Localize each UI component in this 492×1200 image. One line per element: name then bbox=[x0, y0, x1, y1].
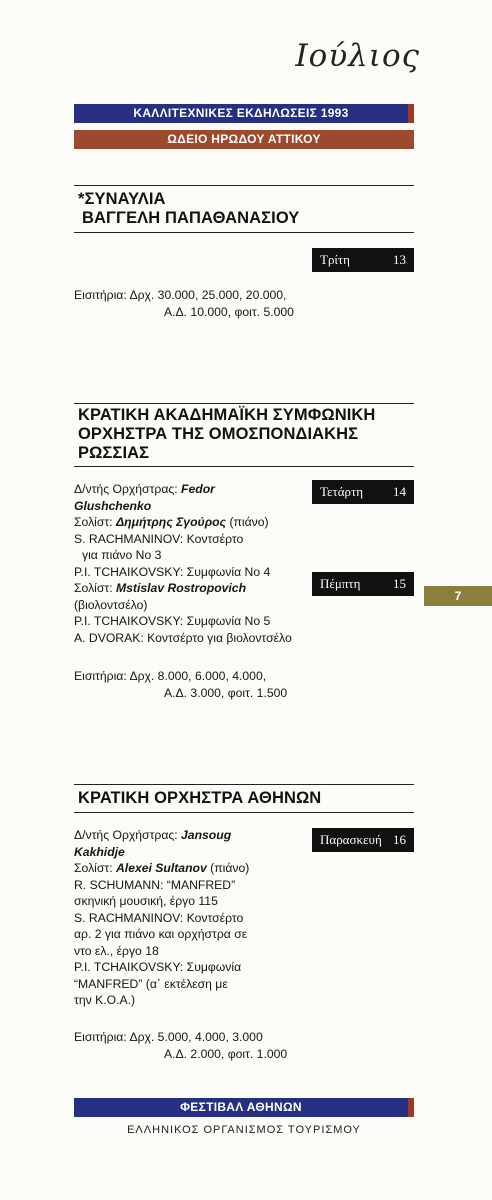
soloist-name: Alexei Sultanov bbox=[116, 861, 207, 875]
event-title bbox=[78, 190, 423, 228]
section-rule bbox=[74, 784, 414, 785]
date-tag bbox=[312, 572, 414, 596]
footer-festival-band: ΦΕΣΤΙΒΑΛ ΑΘΗΝΩΝ bbox=[74, 1098, 414, 1117]
section-rule bbox=[74, 812, 414, 813]
conductor-label: Δ/ντής Ορχήστρας: bbox=[74, 482, 178, 496]
event-title: ΚΡΑΤΙΚΗ ΟΡΧΗΣΤΡΑ ΑΘΗΝΩΝ bbox=[78, 789, 322, 807]
soloist-label: Σολίστ: bbox=[74, 581, 113, 595]
page-number-tab: 7 bbox=[424, 586, 492, 606]
program-piece: ντο ελ., έργο 18 bbox=[74, 943, 159, 958]
ticket-prices: Εισιτήρια: Δρχ. 30.000, 25.000, 20.000, bbox=[74, 288, 287, 302]
soloist-line bbox=[74, 860, 304, 877]
ticket-prices: Α.Δ. 2.000, φοιτ. 1.000 bbox=[164, 1047, 288, 1061]
conductor-label: Δ/ντής Ορχήστρας: bbox=[74, 828, 178, 842]
event-title-line: ΒΑΓΓΕΛΗ ΠΑΠΑΘΑΝΑΣΙΟΥ bbox=[82, 209, 300, 227]
section-rule bbox=[74, 185, 414, 186]
soloist-name: Mstislav Rostropovich bbox=[116, 581, 247, 595]
program-piece: S. RACHMANINOV: Κοντσέρτο bbox=[74, 531, 244, 546]
program-piece: P.I. TCHAIKOVSKY: Συμφωνία bbox=[74, 960, 242, 974]
date-tag bbox=[312, 248, 414, 272]
day-name: Τετάρτη bbox=[320, 484, 364, 499]
soloist-instrument: (βιολοντσέλο) bbox=[74, 597, 148, 612]
program-piece: P.I. TCHAIKOVSKY: Συμφωνία No 5 bbox=[74, 614, 271, 628]
soloist-label: Σολίστ: bbox=[74, 861, 113, 875]
conductor-line bbox=[74, 844, 304, 861]
conductor-line bbox=[74, 827, 304, 844]
event-title-line: *ΣΥΝΑΥΛΙΑ bbox=[78, 190, 166, 208]
day-number: 15 bbox=[393, 576, 406, 591]
day-name: Παρασκευή bbox=[320, 832, 382, 847]
conductor-name: Kakhidje bbox=[74, 844, 125, 859]
program-piece: για πιάνο No 3 bbox=[82, 548, 162, 562]
day-number: 16 bbox=[393, 832, 406, 847]
venue-band: ΩΔΕΙΟ ΗΡΩΔΟΥ ΑΤΤΙΚΟΥ bbox=[74, 130, 414, 149]
conductor-name: Fedor bbox=[181, 482, 215, 496]
soloist-instrument: (πιάνο) bbox=[210, 861, 250, 875]
date-tag bbox=[312, 480, 414, 504]
event-title bbox=[78, 406, 423, 463]
date-tag bbox=[312, 828, 414, 852]
program-piece: την Κ.Ο.Α.) bbox=[74, 993, 136, 1007]
day-name: Πέμπτη bbox=[320, 576, 361, 591]
soloist-label: Σολίστ: bbox=[74, 515, 113, 529]
program-piece: A. DVORAK: Κοντσέρτο για βιολοντσέλο bbox=[74, 630, 292, 645]
ticket-prices: Α.Δ. 10.000, φοιτ. 5.000 bbox=[164, 305, 294, 319]
program-block bbox=[74, 827, 304, 1009]
month-heading: Ιούλιος bbox=[295, 38, 420, 74]
program-piece: P.I. TCHAIKOVSKY: Συμφωνία No 4 bbox=[74, 564, 271, 579]
conductor-line bbox=[74, 481, 304, 498]
program-piece: σκηνική μουσική, έργο 115 bbox=[74, 894, 218, 908]
section-rule bbox=[74, 466, 414, 467]
program-piece: R. SCHUMANN: “MANFRED” bbox=[74, 877, 236, 892]
day-number: 14 bbox=[393, 484, 406, 499]
section-rule bbox=[74, 232, 414, 233]
event-title-line: ΟΡΧΗΣΤΡΑ ΤΗΣ ΟΜΟΣΠΟΝΔΙΑΚΗΣ bbox=[78, 425, 359, 443]
footer-organization: ΕΛΛΗΝΙΚΟΣ ΟΡΓΑΝΙΣΜΟΣ ΤΟΥΡΙΣΜΟΥ bbox=[127, 1124, 361, 1136]
soloist-name: Δημήτρης Σγούρος bbox=[116, 515, 227, 529]
day-number: 13 bbox=[393, 252, 406, 267]
ticket-prices: Εισιτήρια: Δρχ. 5.000, 4.000, 3.000 bbox=[74, 1030, 263, 1044]
conductor-line bbox=[74, 498, 304, 515]
event-title-line: ΚΡΑΤΙΚΗ ΑΚΑΔΗΜΑΪΚΗ ΣΥΜΦΩΝΙΚΗ bbox=[78, 406, 376, 424]
conductor-name: Jansoug bbox=[181, 828, 232, 842]
soloist-instrument: (πιάνο) bbox=[229, 515, 269, 529]
soloist-line bbox=[74, 580, 304, 597]
section-rule bbox=[74, 403, 414, 404]
soloist-line bbox=[74, 514, 304, 531]
ticket-prices: Α.Δ. 3.000, φοιτ. 1.500 bbox=[164, 686, 288, 700]
program-block bbox=[74, 481, 304, 646]
day-name: Τρίτη bbox=[320, 252, 350, 267]
program-piece: αρ. 2 για πιάνο και ορχήστρα σε bbox=[74, 927, 248, 941]
festival-band: ΚΑΛΛΙΤΕΧΝΙΚΕΣ ΕΚΔΗΛΩΣΕΙΣ 1993 bbox=[74, 104, 414, 123]
conductor-name: Glushchenko bbox=[74, 498, 152, 513]
program-piece: “MANFRED” (α΄ εκτέλεση με bbox=[74, 976, 228, 991]
ticket-prices: Εισιτήρια: Δρχ. 8.000, 6.000, 4.000, bbox=[74, 669, 267, 683]
event-title-line: ΡΩΣΣΙΑΣ bbox=[78, 444, 150, 462]
program-piece: S. RACHMANINOV: Κοντσέρτο bbox=[74, 910, 244, 925]
